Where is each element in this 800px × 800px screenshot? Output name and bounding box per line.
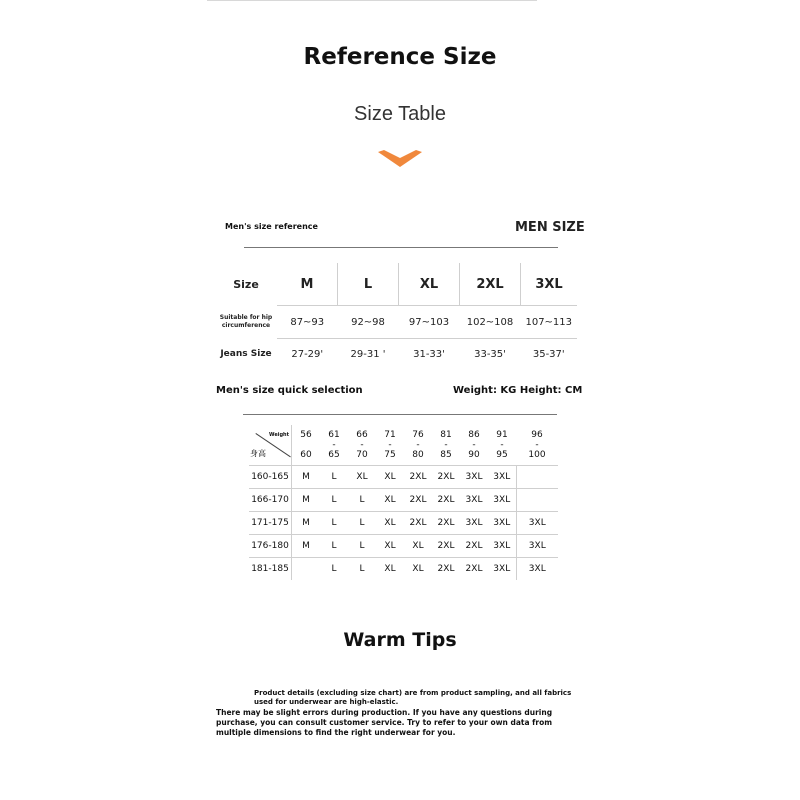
- size-cell: 2XL: [437, 564, 455, 574]
- size-cell: 2XL: [460, 535, 488, 558]
- size-cell: XL: [399, 263, 460, 306]
- size-cell: 3XL: [488, 535, 516, 558]
- jeans-cell: 27-29': [291, 348, 324, 360]
- size-cell: XL: [404, 535, 432, 558]
- size-cell: 2XL: [465, 564, 483, 574]
- size-cell: 2XL: [404, 466, 432, 489]
- tips-text-1: Product details (excluding size chart) are from product sampling, and all fabrics used for underwear are high-elastic.: [254, 689, 572, 706]
- size-cell: 2XL: [432, 535, 460, 558]
- size-cell: L: [348, 489, 376, 512]
- size-cell: XL: [384, 564, 396, 574]
- section-divider: [244, 247, 558, 248]
- weight-col-header: 81 - 85: [432, 425, 460, 466]
- weight-col-header: 61 - 65: [320, 425, 348, 466]
- size-cell: XL: [376, 535, 404, 558]
- size-cell: 2XL: [432, 489, 460, 512]
- page-title: Reference Size: [303, 44, 497, 70]
- height-cell: 160-165: [249, 466, 292, 489]
- size-cell: 3XL: [516, 535, 558, 558]
- size-cell: XL: [376, 512, 404, 535]
- weight-col-header: 56 60: [292, 425, 321, 466]
- jeans-cell: 33-35': [474, 348, 506, 360]
- size-cell: M: [292, 489, 321, 512]
- table-row: [249, 489, 558, 512]
- size-cell: L: [359, 564, 365, 574]
- height-cell: 176-180: [249, 535, 292, 558]
- size-cell: L: [348, 535, 376, 558]
- weight-corner-label: Weight: [269, 432, 289, 438]
- weight-col-header: 96 - 100: [516, 425, 558, 466]
- size-cell: [516, 489, 558, 512]
- size-cell: L: [320, 466, 348, 489]
- size-cell: XL: [348, 466, 376, 489]
- size-cell: 3XL: [488, 466, 516, 489]
- size-cell: 3XL: [521, 263, 578, 306]
- hip-cell: 107~113: [521, 306, 578, 339]
- weight-col-header: 76 - 80: [404, 425, 432, 466]
- size-cell: XL: [412, 564, 424, 574]
- tips-title: Warm Tips: [343, 629, 457, 651]
- corner-cell: [249, 425, 292, 466]
- table-row: [249, 512, 558, 535]
- units-label: Weight: KG Height: CM: [453, 385, 583, 396]
- men-size-label: MEN SIZE: [515, 220, 585, 235]
- size-cell: 3XL: [460, 512, 488, 535]
- size-cell: L: [331, 564, 337, 574]
- size-cell: L: [320, 489, 348, 512]
- size-cell: L: [348, 512, 376, 535]
- size-cell: L: [320, 535, 348, 558]
- hip-row-header: Suitable for hip circumference: [219, 314, 273, 329]
- size-cell: 3XL: [460, 489, 488, 512]
- size-row-header: Size: [233, 277, 259, 291]
- size-cell: 3XL: [516, 512, 558, 535]
- chevron-down-icon: [378, 150, 422, 168]
- weight-col-header: 86 - 90: [460, 425, 488, 466]
- size-cell: 3XL: [488, 512, 516, 535]
- size-cell: XL: [376, 466, 404, 489]
- hip-cell: 97~103: [399, 306, 460, 339]
- quick-selection-label: Men's size quick selection: [216, 385, 363, 396]
- size-cell: 3XL: [488, 489, 516, 512]
- size-cell: 3XL: [516, 558, 558, 581]
- hip-cell: 87~93: [277, 306, 338, 339]
- jeans-row-header: Jeans Size: [220, 348, 272, 359]
- size-cell: M: [292, 535, 321, 558]
- size-reference-label: Men's size reference: [225, 222, 318, 231]
- size-reference-table: [215, 263, 577, 369]
- weight-col-header: 91 - 95: [488, 425, 516, 466]
- size-cell: 2XL: [432, 466, 460, 489]
- section-divider: [243, 414, 557, 415]
- page-subtitle: Size Table: [354, 103, 446, 125]
- jeans-cell: 35-37': [532, 348, 565, 360]
- size-cell: L: [338, 263, 399, 306]
- tips-text-2: There may be slight errors during production. If you have any questions during purchase, you can consult customer service. Try to refer to your own data from multiple dimensions to find the right underwear for you.: [216, 708, 553, 737]
- height-corner-label: 身高: [250, 449, 266, 458]
- height-cell: 171-175: [249, 512, 292, 535]
- size-cell: 2XL: [432, 512, 460, 535]
- size-cell: 2XL: [404, 512, 432, 535]
- size-cell: XL: [376, 489, 404, 512]
- jeans-cell: 31-33': [413, 348, 445, 360]
- weight-col-header: 66 - 70: [348, 425, 376, 466]
- jeans-cell: 29-31 ': [350, 348, 386, 360]
- table-row: [249, 558, 558, 581]
- weight-col-header: 71 - 75: [376, 425, 404, 466]
- size-cell: M: [292, 512, 321, 535]
- top-divider: [207, 0, 537, 1]
- table-row: [249, 466, 558, 489]
- size-cell: [292, 558, 321, 581]
- quick-selection-table: [249, 425, 558, 580]
- size-cell: 2XL: [404, 489, 432, 512]
- size-cell: 3XL: [493, 564, 511, 574]
- size-cell: 2XL: [460, 263, 521, 306]
- size-cell: 3XL: [460, 466, 488, 489]
- size-cell: L: [320, 512, 348, 535]
- height-cell: 166-170: [249, 489, 292, 512]
- table-row: [249, 535, 558, 558]
- size-cell: [516, 466, 558, 489]
- height-cell: 181-185: [251, 564, 289, 574]
- hip-cell: 102~108: [460, 306, 521, 339]
- size-cell: M: [292, 466, 321, 489]
- size-cell: M: [277, 263, 338, 306]
- hip-cell: 92~98: [338, 306, 399, 339]
